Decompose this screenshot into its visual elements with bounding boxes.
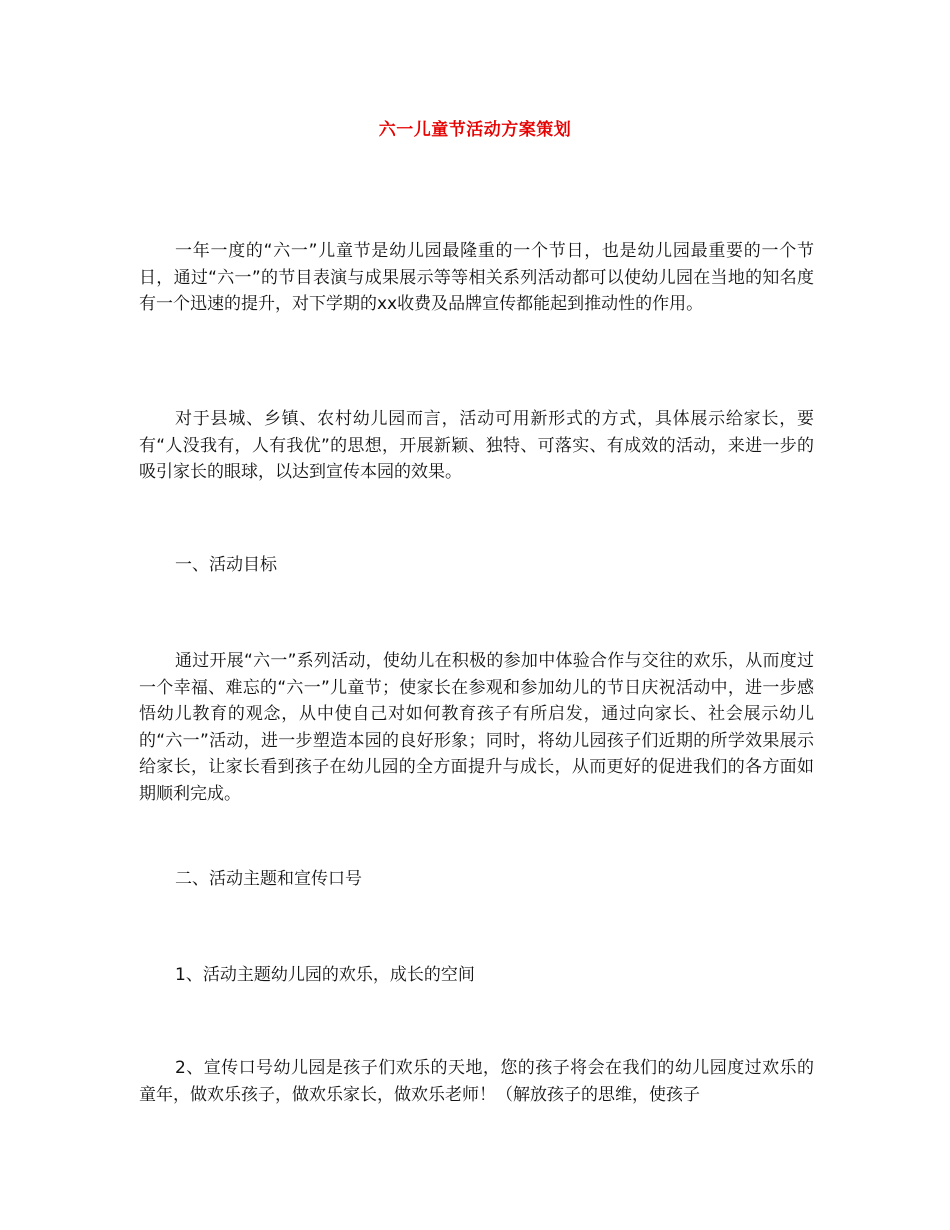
paragraph-slogan: 2、宣传口号幼儿园是孩子们欢乐的天地，您的孩子将会在我们的幼儿园度过欢乐的童年，做欢乐孩子，做欢乐家长，做欢乐老师！（解放孩子的思维，使孩子	[139, 1058, 814, 1105]
paragraph-goals: 通过开展“六一”系列活动，使幼儿在积极的参加中体验合作与交往的欢乐，从而度过一个幸福、难忘的“六一”儿童节；使家长在参观和参加幼儿的节日庆祝活动中，进一步感悟幼儿教育的观念，从中使自己对如何教育孩子有所启发，通过向家长、社会展示幼儿的“六一”活动，进一步塑造本园的良好形象；同时，将幼儿园孩子们近期的所学效果展示给家长，让家长看到孩子在幼儿园的全方面提升与成长，从而更好的促进我们的各方面如期顺利完成。	[139, 651, 814, 804]
paragraph-intro: 一年一度的“六一”儿童节是幼儿园最隆重的一个节日，也是幼儿园最重要的一个节日，通过“六一”的节目表演与成果展示等等相关系列活动都可以使幼儿园在当地的知名度有一个迅速的提升，对下学期的xx收费及品牌宣传都能起到推动性的作用。	[139, 241, 814, 314]
section-heading-theme-slogan: 二、活动主题和宣传口号	[175, 869, 362, 889]
paragraph-rural-kindergartens: 对于县城、乡镇、农村幼儿园而言，活动可用新形式的方式，具体展示给家长，要有“人没我有，人有我优”的思想，开展新颖、独特、可落实、有成效的活动，来进一步的吸引家长的眼球，以达到宣传本园的效果。	[139, 409, 814, 482]
section-heading-goals: 一、活动目标	[175, 555, 277, 575]
item-activity-theme: 1、活动主题幼儿园的欢乐，成长的空间	[175, 965, 475, 985]
document-title: 六一儿童节活动方案策划	[378, 120, 572, 140]
